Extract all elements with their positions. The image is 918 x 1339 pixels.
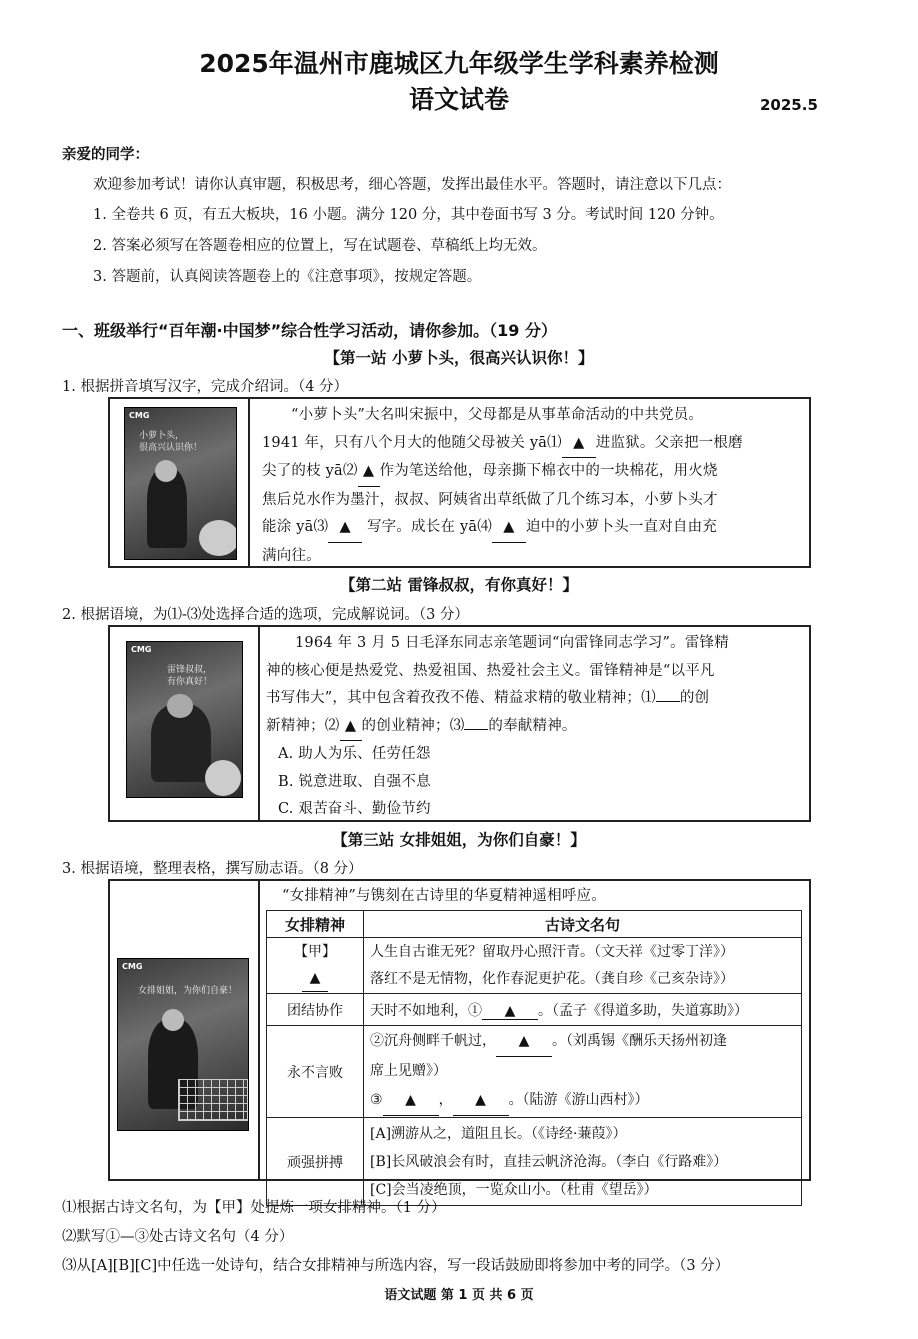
spirit-tenacity: 顽强拼搏 bbox=[267, 1118, 364, 1206]
q1-divider bbox=[248, 399, 250, 566]
spirit-jia: 【甲】 bbox=[294, 944, 336, 960]
poem-option-c: [C]会当凌绝顶，一览众山小。（杜甫《望岳》） bbox=[370, 1181, 658, 1198]
blank-3[interactable]: ▲ bbox=[328, 514, 362, 543]
cmg-logo: CMG bbox=[131, 645, 152, 654]
poem-line: 落红不是无情物，化作春泥更护花。（龚自珍《己亥杂诗》） bbox=[370, 970, 734, 987]
q2-blank-3[interactable] bbox=[464, 729, 488, 730]
table-row: 团结协作 天时不如地利，① ▲ 。（孟子《得道多助，失道寡助》） bbox=[267, 994, 802, 1026]
q3-divider bbox=[258, 881, 260, 1179]
station-3-title: 【第三站 女排姐姐，为你们自豪！】 bbox=[332, 831, 586, 849]
option-a: A. 助人为乐、任劳任怨 bbox=[278, 746, 431, 762]
q2-box bbox=[108, 625, 811, 822]
cmg-logo: CMG bbox=[129, 411, 150, 420]
poem-table bbox=[266, 910, 802, 1206]
exam-title: 2025年温州市鹿城区九年级学生学科素养检测 bbox=[199, 49, 719, 78]
section-1-heading: 一、班级举行“百年潮·中国梦”综合性学习活动，请你参加。（19 分） bbox=[62, 321, 557, 340]
q1-poster-caption: 小萝卜头， 很高兴认识你！ bbox=[139, 431, 203, 453]
q3-sub-2: ⑵默写①—③处古诗文名句（4 分） bbox=[62, 1229, 294, 1245]
poem-blank-2[interactable]: ▲ bbox=[496, 1027, 552, 1057]
q2-passage: 1964 年 3 月 5 日毛泽东同志亲笔题词“向雷锋同志学习”。雷锋精 神的核心便是热爱党、热爱祖国、热爱社会主义。雷锋精神是“以平凡 书写伟大”，其中包含着孜孜不倦、精益求精的敬业精神；⑴ 的创 新精神；⑵ ▲ 的创业精神；⑶ 的奉献精神。 A. 助人为乐、任劳任怨 B. 锐意进取、自强不息 C. 艰苦奋斗、勤俭节约 bbox=[266, 630, 806, 824]
poem-option-a: [A]溯游从之，道阻且长。（《诗经·蒹葭》） bbox=[370, 1125, 627, 1142]
q2-blank-2[interactable]: ▲ bbox=[340, 713, 362, 742]
greeting: 亲爱的同学： bbox=[62, 146, 149, 163]
q1-passage: “小萝卜头”大名叫宋振中，父母都是从事革命活动的中共党员。 1941 年，只有八个月大的他随父母被关 yā⑴ ▲ 进监狱。父亲把一根磨 尖了的枝 yā⑵ ▲ 作为笔送给他，母亲撕下棉衣中的一块棉花，用火烧 焦后兑水作为墨汁，叔叔、阿姨省出草纸做了几个练习本，小萝卜头才 能涂 yā⑶ ▲ 写字。成长在 yā⑷ ▲ 迫中的小萝卜头一直对自由充 满向往。 bbox=[262, 407, 743, 564]
table-row: 永不言败 ②沉舟侧畔千帆过， ▲ 。（刘禹锡《酬乐天扬州初逢 席上见赠》） ③ ▲ ， ▲ 。（陆游《游山西村》） bbox=[267, 1026, 802, 1118]
q3-sub-1: ⑴根据古诗文名句，为【甲】处提炼一项女排精神。（1 分） bbox=[62, 1200, 446, 1216]
poem-line: 人生自古谁无死？留取丹心照汗青。（文天祥《过零丁洋》） bbox=[370, 943, 734, 960]
blank-2[interactable]: ▲ bbox=[358, 458, 380, 487]
q2-poster bbox=[126, 641, 243, 798]
q2-prompt: 2. 根据语境，为⑴-⑶处选择合适的选项，完成解说词。（3 分） bbox=[62, 607, 469, 623]
spirit-jia-blank[interactable]: ▲ bbox=[302, 965, 328, 992]
station-2-title: 【第二站 雷锋叔叔，有你真好！】 bbox=[340, 576, 578, 594]
exam-subtitle: 语文试卷 bbox=[408, 85, 509, 114]
page-footer: 语文试题 第 1 页 共 6 页 bbox=[384, 1288, 534, 1303]
cmg-logo: CMG bbox=[122, 962, 143, 971]
q1-prompt: 1. 根据拼音填写汉字，完成介绍词。（4 分） bbox=[62, 379, 349, 395]
volleyball-net bbox=[178, 1079, 248, 1121]
note-3: 3. 答题前，认真阅读答题卷上的《注意事项》，按规定答题。 bbox=[93, 269, 482, 285]
q1-box bbox=[108, 397, 811, 568]
poem-option-b: [B]长风破浪会有时，直挂云帆济沧海。（李白《行路难》） bbox=[370, 1153, 728, 1170]
option-c: C. 艰苦奋斗、勤俭节约 bbox=[278, 801, 431, 817]
poem-blank-3b[interactable]: ▲ bbox=[453, 1086, 509, 1116]
col-header-poems: 古诗文名句 bbox=[364, 911, 802, 938]
table-row bbox=[267, 938, 802, 994]
q1-poster bbox=[124, 407, 237, 560]
table-caption: “女排精神”与镌刻在古诗里的华夏精神遥相呼应。 bbox=[282, 888, 606, 904]
table-row bbox=[267, 1118, 802, 1206]
q2-divider bbox=[258, 627, 260, 820]
hand-figure bbox=[199, 520, 237, 556]
spirit-unity: 团结协作 bbox=[267, 994, 364, 1026]
q3-poster-caption: 女排姐姐，为你们自豪！ bbox=[138, 986, 238, 996]
q2-poster-caption: 雷锋叔叔， 有你真好！ bbox=[167, 665, 213, 687]
spirit-never-give-up: 永不言败 bbox=[267, 1026, 364, 1118]
note-2: 2. 答案必须写在答题卷相应的位置上，写在试题卷、草稿纸上均无效。 bbox=[93, 238, 547, 254]
player-head bbox=[162, 1009, 184, 1031]
soldier-head bbox=[167, 694, 193, 718]
q3-sub-3: ⑶从[A][B][C]中任选一处诗句，结合女排精神与所选内容，写一段话鼓励即将参加中考的同学。（3 分） bbox=[62, 1258, 730, 1274]
child-figure bbox=[205, 760, 241, 796]
q3-prompt: 3. 根据语境，整理表格，撰写励志语。（8 分） bbox=[62, 861, 363, 877]
blank-4[interactable]: ▲ bbox=[492, 514, 526, 543]
welcome-text: 欢迎参加考试！请你认真审题，积极思考，细心答题，发挥出最佳水平。答题时，请注意以下几点： bbox=[93, 177, 731, 193]
boy-head bbox=[155, 460, 177, 482]
q2-blank-1[interactable] bbox=[656, 701, 680, 702]
q3-box bbox=[108, 879, 811, 1198]
note-1: 1. 全卷共 6 页，有五大板块，16 小题。满分 120 分，其中卷面书写 3 分。考试时间 120 分钟。 bbox=[93, 207, 724, 223]
option-b: B. 锐意进取、自强不息 bbox=[278, 773, 431, 790]
poem-blank-3a[interactable]: ▲ bbox=[383, 1086, 439, 1116]
col-header-spirit: 女排精神 bbox=[267, 911, 364, 938]
blank-1[interactable]: ▲ bbox=[562, 430, 596, 459]
poem-blank-1[interactable]: ▲ bbox=[482, 1003, 538, 1020]
station-1-title: 【第一站 小萝卜头，很高兴认识你！】 bbox=[324, 349, 594, 367]
q3-poster bbox=[117, 958, 249, 1131]
exam-date: 2025.5 bbox=[760, 96, 818, 114]
